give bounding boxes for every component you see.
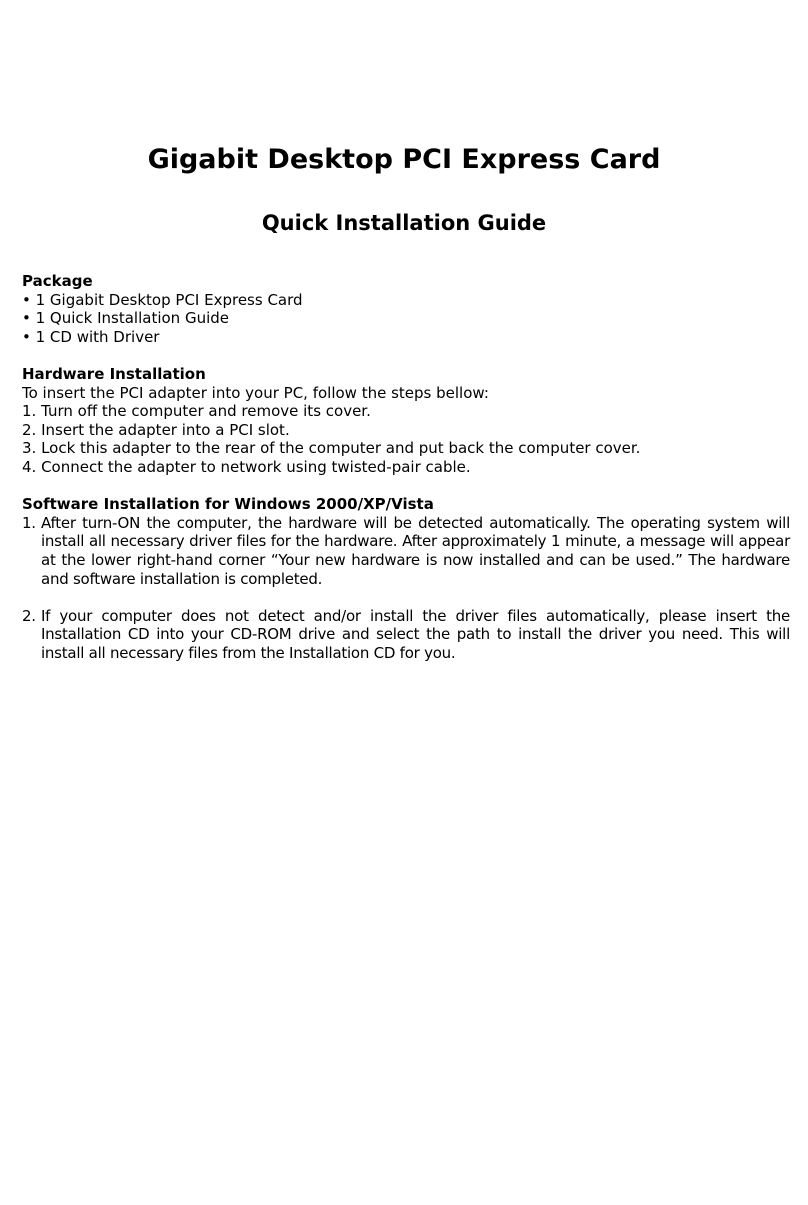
package-item: • 1 Quick Installation Guide: [22, 309, 230, 328]
paragraph-spacer: [22, 588, 790, 607]
hardware-heading: Hardware Installation: [22, 364, 206, 383]
hardware-intro: To insert the PCI adapter into your PC, follow the steps bellow:: [22, 383, 489, 402]
section-spacer: [22, 346, 790, 365]
hardware-step: 1. Turn off the computer and remove its cover.: [22, 402, 371, 421]
package-heading: Package: [22, 272, 93, 290]
document-title: Gigabit Desktop PCI Express Card: [147, 144, 661, 175]
software-step-text: After turn-ON the computer, the hardware will be detected automatically. The operating system will install all necessary driver files for the hardware. After approximately 1 minute, a message will appear at the lower right-hand corner “Your new hardware is now installed and can be used.” The hardware and software installation is completed.: [41, 513, 790, 588]
hardware-step: 4. Connect the adapter to network using twisted-pair cable.: [22, 457, 471, 476]
hardware-section: [22, 365, 790, 477]
document-subtitle: Quick Installation Guide: [261, 211, 547, 235]
section-spacer: [22, 477, 790, 496]
package-section: [22, 272, 790, 346]
software-step: [22, 607, 790, 663]
hardware-step: 3. Lock this adapter to the rear of the computer and put back the computer cover.: [22, 439, 641, 458]
software-heading: Software Installation for Windows 2000/XP/Vista: [22, 495, 434, 514]
document-body: [22, 272, 790, 662]
software-step-number: 1.: [22, 513, 36, 532]
package-item: • 1 CD with Driver: [22, 327, 160, 346]
software-step: [22, 514, 790, 588]
hardware-step: 2. Insert the adapter into a PCI slot.: [22, 420, 290, 439]
software-step-number: 2.: [22, 606, 36, 625]
software-step-text: If your computer does not detect and/or install the driver files automatically, please insert the Installation CD into your CD-ROM drive and select the path to install the driver you need. This will install all necessary files from the Installation CD for you.: [41, 606, 790, 662]
software-section: [22, 495, 790, 662]
package-item: • 1 Gigabit Desktop PCI Express Card: [22, 290, 303, 309]
